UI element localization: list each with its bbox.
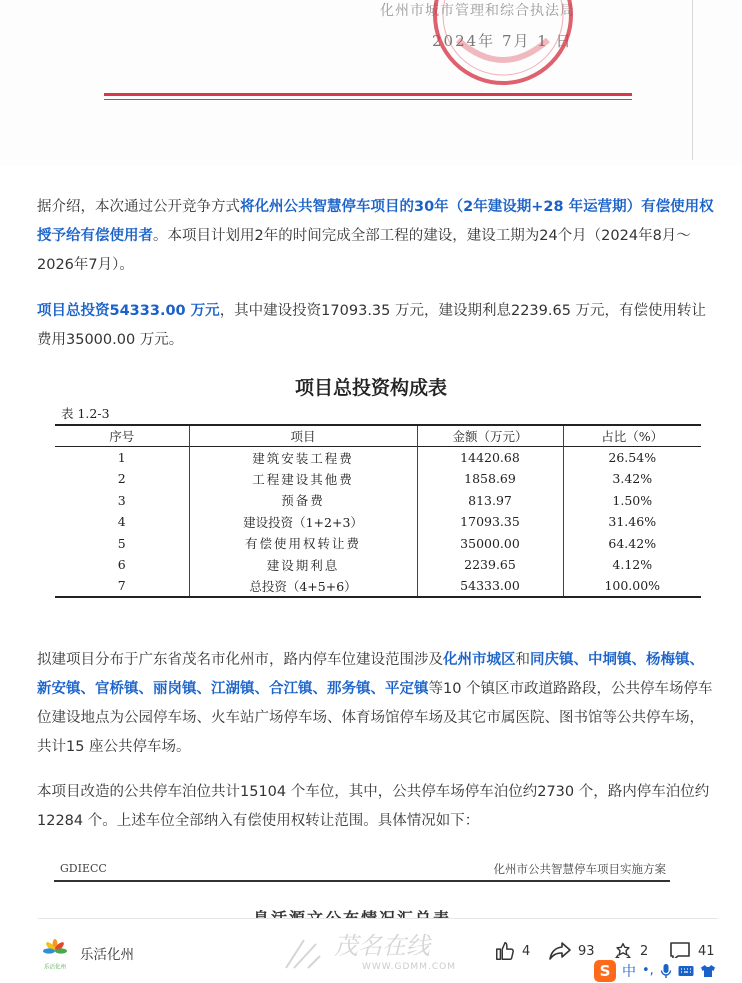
investment-paragraph <box>37 297 717 355</box>
distribution-text-c: 等10 个镇区市政道路路段，公共停车场停车位建设地点为公园停车场、火车站广场停车场、体育场馆停车场及其它市属医院、图书馆等公共停车场，共计15 座公共停车场。 <box>37 681 713 755</box>
cell-ratio: 100.00% <box>563 576 701 598</box>
cell-amount: 2239.65 <box>417 554 563 576</box>
cell-amount: 35000.00 <box>417 533 563 555</box>
microphone-icon[interactable] <box>660 963 672 979</box>
cell-item: 建设投资（1+2+3） <box>189 511 417 533</box>
like-button[interactable] <box>494 936 530 966</box>
cell-ratio: 64.42% <box>563 533 701 555</box>
brand-logo-text: 乐活化州 <box>43 964 67 971</box>
cell-item: 有偿使用权转让费 <box>189 533 417 555</box>
header-red-rule-thin <box>104 99 632 100</box>
brand-logo-icon[interactable] <box>38 940 72 970</box>
parking-spaces-paragraph: 本项目改造的公共停车泊位共计15104 个车位，其中，公共停车场停车泊位约2730 个，路内停车泊位约12284 个。上述车位全部纳入有偿使用权转让范围。具体情况如下： <box>37 784 710 829</box>
cell-index: 2 <box>117 471 126 487</box>
table-row <box>55 533 701 555</box>
document-header-scan <box>0 0 742 165</box>
distribution-highlight-towns: 同庆镇、中垌镇、杨梅镇、新安镇、官桥镇、丽岗镇、江湖镇、合江镇、那务镇、平定镇 <box>37 652 704 697</box>
table-row <box>55 468 701 490</box>
cell-index: 7 <box>117 578 126 594</box>
ime-logo-icon[interactable]: S <box>594 960 616 982</box>
table-label: 表 1.2-3 <box>61 406 110 421</box>
intro-paragraph <box>37 193 717 280</box>
cell-amount: 14420.68 <box>417 447 563 469</box>
thumbs-up-icon <box>494 940 516 962</box>
shirt-skin-icon[interactable] <box>700 964 716 978</box>
cell-amount: 1858.69 <box>417 468 563 490</box>
gift-count: 2 <box>640 943 649 959</box>
header-ratio: 占比（%） <box>563 425 701 447</box>
cell-item: 总投资（4+5+6） <box>189 576 417 598</box>
header-index: 序号 <box>109 429 135 444</box>
intro-text-b: 。本项目计划用2年的时间完成全部工程的建设，建设工期为24个月（2024年8月～2026年7月）。 <box>37 228 691 273</box>
distribution-paragraph <box>37 646 717 762</box>
investment-text: ，其中建设投资17093.35 万元，建设期利息2239.65 万元，有偿使用转让费用35000.00 万元。 <box>37 303 707 348</box>
cell-amount: 17093.35 <box>417 511 563 533</box>
distribution-text-a: 拟建项目分布于广东省茂名市化州市，路内停车位建设范围涉及 <box>37 652 443 668</box>
doc-header-rule <box>54 880 670 882</box>
cell-ratio: 3.42% <box>563 468 701 490</box>
intro-highlight: 将化州公共智慧停车项目的30年（2年建设期+28 年运营期）有偿使用权授予给有偿使用者 <box>37 199 714 244</box>
ime-language-toggle[interactable]: 中 <box>622 963 636 980</box>
ime-toolbar[interactable] <box>592 958 742 983</box>
distribution-highlight-urban: 化州市城区 <box>443 652 516 668</box>
cell-index: 6 <box>117 557 126 573</box>
distribution-text-b: 和 <box>515 652 530 668</box>
cell-index: 1 <box>117 450 126 465</box>
keyboard-icon[interactable] <box>678 965 694 977</box>
header-red-rule <box>104 93 632 96</box>
cell-item: 预备费 <box>189 490 417 512</box>
official-seal-icon <box>428 0 578 90</box>
watermark-text: 茂名在线 <box>334 932 430 960</box>
cell-item: 建设期利息 <box>189 554 417 576</box>
cell-ratio: 26.54% <box>563 447 701 469</box>
intro-text-a: 据介绍，本次通过公开竞争方式 <box>37 199 240 215</box>
like-count: 4 <box>522 943 531 959</box>
cell-ratio: 31.46% <box>563 511 701 533</box>
investment-table <box>55 424 701 598</box>
table-row <box>55 554 701 576</box>
issue-date: 2024年 7月 1 日 <box>432 32 573 50</box>
watermark-url: WWW.GDMM.COM <box>362 962 456 972</box>
header-item: 项目 <box>189 425 417 447</box>
table-title: 项目总投资构成表 <box>294 377 447 399</box>
table-row <box>55 576 701 598</box>
issuing-agency: 化州市城市管理和综合执法局 <box>380 3 575 19</box>
scan-edge-line <box>692 0 693 160</box>
cell-item: 建筑安装工程费 <box>189 447 417 469</box>
cell-amount: 54333.00 <box>417 576 563 598</box>
share-button[interactable] <box>548 936 595 966</box>
cell-ratio: 4.12% <box>563 554 701 576</box>
table-row <box>55 490 701 512</box>
cell-index: 3 <box>117 492 126 508</box>
cell-index: 5 <box>117 535 126 551</box>
cell-item: 工程建设其他费 <box>189 468 417 490</box>
comment-count: 41 <box>698 943 715 959</box>
table-row <box>55 511 701 533</box>
ime-punctuation-toggle[interactable]: •, <box>642 963 654 978</box>
cell-index: 4 <box>117 514 126 530</box>
header-amount: 金额（万元） <box>417 425 563 447</box>
table-row <box>55 447 701 469</box>
table-header-row <box>55 425 701 447</box>
share-arrow-icon <box>548 940 572 962</box>
doc-code: GDIECC <box>60 862 107 875</box>
share-count: 93 <box>578 943 595 959</box>
doc-running-title: 化州市公共智慧停车项目实施方案 <box>493 862 666 876</box>
cell-amount: 813.97 <box>417 490 563 512</box>
investment-highlight: 项目总投资54333.00 万元 <box>37 303 220 319</box>
cell-ratio: 1.50% <box>563 490 701 512</box>
brand-name[interactable]: 乐活化州 <box>80 947 134 963</box>
document-page-scan <box>38 848 718 918</box>
